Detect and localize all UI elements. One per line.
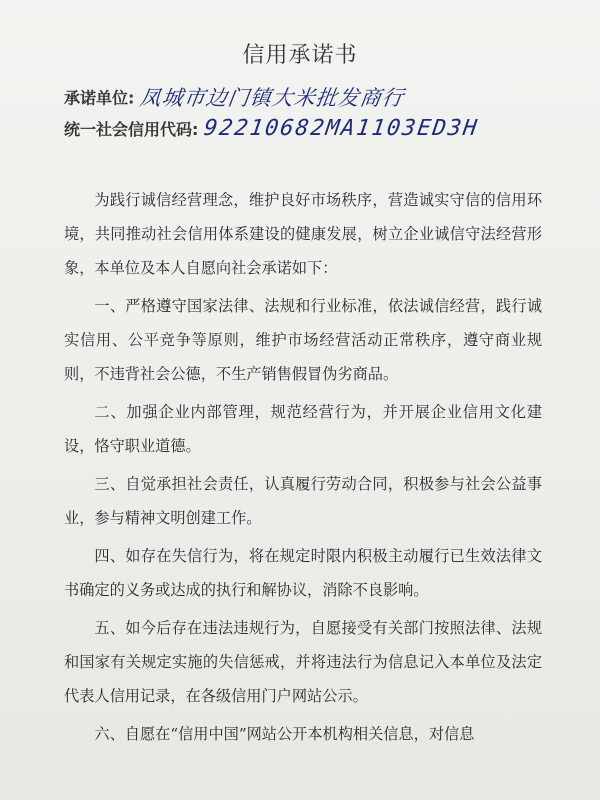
credit-code-label: 统一社会信用代码: <box>64 120 199 139</box>
paragraph-item-4: 四、如存在失信行为，将在规定时限内积极主动履行已生效法律文书确定的义务或达成的执行和解协议，消除不良影响。 <box>64 547 542 599</box>
pledging-unit-row <box>64 82 404 112</box>
credit-code-row <box>64 116 478 146</box>
paragraph-intro: 为践行诚信经营理念，维护良好市场秩序，营造诚实守信的信用环境，共同推动社会信用体系建设的健康发展，树立企业诚信守法经营形象，本单位及本人自愿向社会承诺如下： <box>64 191 542 277</box>
credit-code-handwritten-value: 92210682MA1103ED3H <box>201 116 480 141</box>
document-body <box>64 183 542 755</box>
pledging-unit-handwritten-value: 凤城市边门镇大米批发商行 <box>137 86 406 110</box>
paragraph-item-3: 三、自觉承担社会责任，认真履行劳动合同，积极参与社会公益事业，参与精神文明创建工作。 <box>64 475 542 527</box>
document-title: 信用承诺书 <box>242 43 358 68</box>
pledging-unit-label: 承诺单位: <box>64 88 135 108</box>
paragraph-item-6: 六、自愿在“信用中国”网站公开本机构相关信息，对信息 <box>94 725 475 743</box>
paragraph-item-5: 五、如今后存在违法违规行为，自愿接受有关部门按照法律、法规和国家有关规定实施的失信惩戒，并将违法行为信息记入本单位及法定代表人信用记录，在各级信用门户网站公示。 <box>64 619 542 705</box>
paragraph-item-1: 一、严格遵守国家法律、法规和行业标准，依法诚信经营，践行诚实信用、公平竞争等原则，维护市场经营活动正常秩序，遵守商业规则，不违背社会公德，不生产销售假冒伪劣商品。 <box>64 297 542 383</box>
paragraph-item-2: 二、加强企业内部管理，规范经营行为，并开展企业信用文化建设，恪守职业道德。 <box>64 403 542 455</box>
